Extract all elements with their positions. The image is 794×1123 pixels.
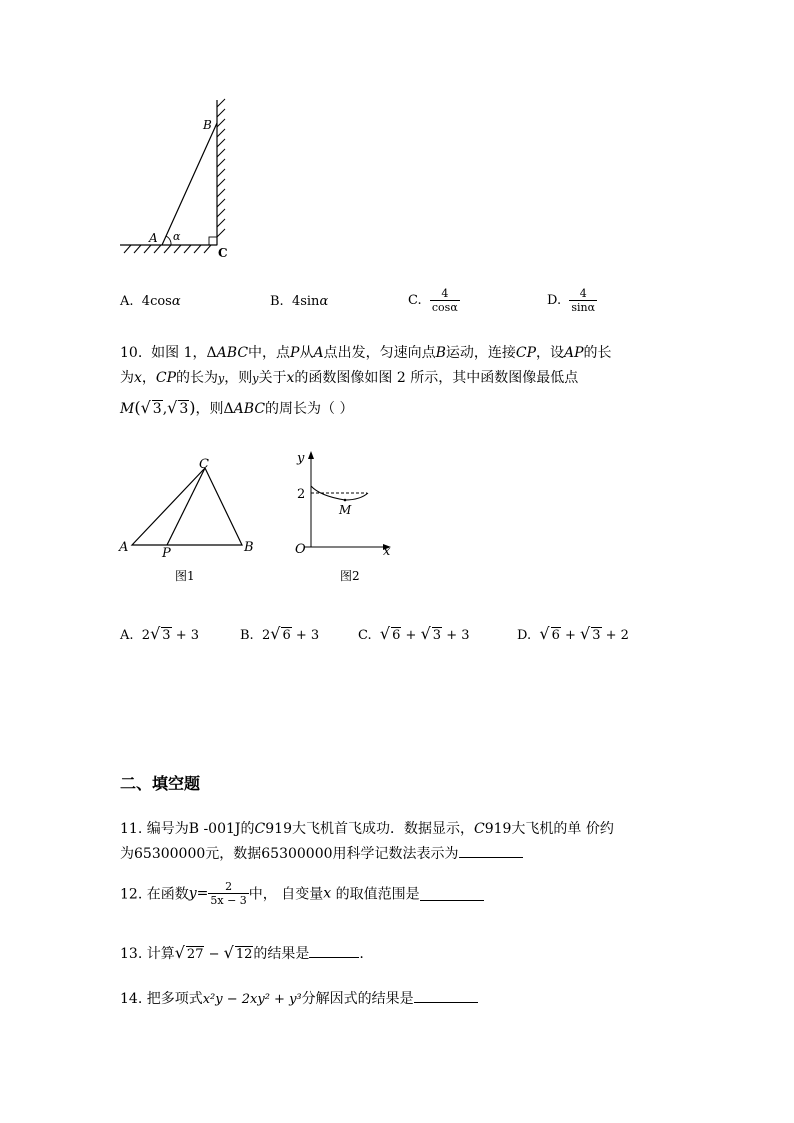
radicand: 3 — [592, 628, 601, 643]
radical-sign: √ — [150, 624, 161, 643]
label-a: A — [119, 540, 129, 555]
radicand: 27 — [186, 947, 204, 962]
q10-option-c — [358, 624, 469, 643]
q10-text: ，则 — [195, 401, 224, 417]
radicand: 6 — [282, 628, 291, 643]
figure-1 — [115, 455, 265, 590]
label-c: C — [199, 457, 209, 472]
comma: , — [162, 401, 168, 417]
triangle-symbol: Δ — [223, 401, 234, 417]
q10-text: 的长 — [583, 345, 612, 361]
q9-option-b — [270, 294, 328, 309]
var-x: x — [134, 370, 142, 386]
var-ap: AP — [564, 345, 584, 361]
caption: 图2 — [340, 569, 360, 583]
q11-text: 919大飞机的单 价约 — [484, 821, 614, 837]
radicand: 6 — [392, 628, 401, 643]
option-label: A. — [120, 294, 134, 309]
var-cp: CP — [155, 370, 177, 386]
q9-option-a — [120, 294, 181, 309]
option-text: 4sin — [291, 294, 320, 309]
q10-option-b — [240, 624, 319, 643]
q10-text: ，则 — [224, 370, 253, 386]
radicand: 3 — [152, 401, 162, 417]
q9-figure — [115, 95, 245, 265]
radicand: 3 — [162, 628, 171, 643]
plus: + — [405, 628, 417, 643]
fraction-denominator: cosα — [431, 301, 458, 314]
answer-blank[interactable] — [420, 886, 484, 901]
radical-sign: √ — [379, 624, 391, 643]
option-text: 4cos — [141, 294, 172, 309]
q13-line — [120, 943, 364, 963]
option-label: A. — [120, 628, 134, 643]
fraction — [430, 287, 460, 314]
var-c: C — [254, 821, 266, 837]
period: . — [359, 946, 364, 962]
segment-cp — [167, 468, 205, 545]
q10-text: 的周长为（ ） — [265, 401, 354, 417]
fraction-denominator: sinα — [571, 301, 596, 314]
q10-line3 — [120, 398, 354, 418]
q14-text: 14. 把多项式 — [120, 991, 203, 1007]
q10-text: 如图 1， — [151, 345, 207, 361]
triangle-symbol: Δ — [206, 345, 217, 361]
radicand: 3 — [432, 628, 442, 643]
var-x: x — [286, 370, 295, 386]
fraction-denominator: 5x − 3 — [210, 894, 247, 907]
ground-hatching — [124, 245, 211, 253]
wall-hatching — [217, 99, 225, 237]
q13-text: 的结果是 — [253, 946, 310, 962]
q10-text: 的函数图像如图 2 所示，其中函数图像最低点 — [294, 370, 579, 386]
answer-blank[interactable] — [459, 843, 523, 858]
fraction-numerator: 4 — [441, 287, 449, 300]
label-2: 2 — [297, 487, 306, 502]
coefficient: 2 — [261, 628, 271, 643]
var-p: P — [290, 345, 300, 361]
label-b: B — [244, 540, 254, 555]
option-rest: + 3 — [175, 628, 199, 643]
point-m — [344, 499, 347, 502]
radicand: 6 — [551, 628, 560, 643]
right-angle-mark — [209, 237, 217, 245]
var-y: y — [188, 885, 197, 902]
var-abc: ABC — [216, 345, 249, 361]
label-c: C — [218, 246, 228, 260]
q10-text: 运动，连接 — [445, 345, 516, 361]
var-abc: ABC — [233, 401, 266, 417]
radical-sign: √ — [223, 943, 234, 962]
option-label: C. — [408, 293, 422, 308]
q12-text: 的取值范围是 — [331, 886, 420, 903]
q11-line2 — [120, 843, 523, 863]
q12-line — [120, 880, 484, 907]
paren: ) — [189, 398, 196, 417]
option-label: D. — [547, 293, 562, 308]
var-a: A — [313, 345, 324, 361]
triangle-abc — [132, 468, 242, 545]
ladder-line — [162, 123, 217, 245]
q10-option-d — [517, 624, 629, 643]
option-var: α — [319, 294, 329, 309]
radical-sign: √ — [167, 398, 178, 417]
q10-text: 关于 — [258, 370, 287, 386]
equals: = — [196, 885, 209, 902]
var-cp: CP — [515, 345, 537, 361]
option-label: B. — [240, 628, 254, 643]
polynomial: x²y − 2xy² + y³ — [202, 992, 302, 1007]
section-title: 二、填空题 — [120, 774, 201, 793]
q11-line1 — [120, 818, 614, 838]
var-m: M — [120, 401, 135, 417]
option-var: α — [171, 294, 181, 309]
label-y: y — [297, 451, 305, 466]
radical-sign: √ — [174, 943, 185, 962]
caption: 图1 — [175, 569, 195, 583]
q10-text: 从 — [299, 345, 314, 361]
var-x: x — [323, 885, 332, 902]
q10-text: 点出发，匀速向点 — [323, 345, 436, 361]
y-axis-arrow — [308, 451, 314, 459]
q10-line2 — [120, 367, 578, 387]
label-o: O — [295, 542, 306, 557]
fraction-numerator: 4 — [579, 287, 587, 300]
paren: ( — [134, 398, 141, 417]
question-number: 10. — [120, 345, 143, 361]
answer-blank[interactable] — [414, 988, 478, 1003]
var-c: C — [473, 821, 485, 837]
q11-text: 为65300000元，数据65300000用科学记数法表示为 — [120, 846, 459, 862]
option-rest: + 3 — [295, 628, 320, 643]
option-label: B. — [270, 294, 284, 309]
fraction-numerator: 2 — [225, 880, 233, 893]
q10-text: 的长为 — [176, 370, 219, 386]
q11-text: 11. 编号为B -001J的 — [120, 821, 255, 837]
q14-text: 分解因式的结果是 — [301, 991, 414, 1007]
q11-text: 919大飞机首飞成功．数据显示， — [265, 821, 474, 837]
label-m: M — [339, 503, 352, 517]
q9-option-d — [547, 287, 597, 314]
radical-sign: √ — [140, 398, 151, 417]
q10-text: 为 — [120, 370, 134, 386]
radical-sign: √ — [580, 624, 591, 643]
radical-sign: √ — [270, 624, 281, 643]
radical-sign: √ — [539, 624, 550, 643]
q9-option-c — [408, 287, 460, 314]
q12-text: 中， 自变量 — [248, 886, 324, 903]
q12-text: 12. 在函数 — [120, 886, 189, 903]
option-rest: + 2 — [605, 628, 629, 643]
angle-arc — [166, 236, 171, 245]
var-y: y — [218, 372, 225, 385]
q10-text: ，设 — [536, 345, 565, 361]
label-alpha: α — [173, 230, 181, 243]
label-p: P — [162, 546, 171, 561]
radical-sign: √ — [420, 624, 431, 643]
answer-blank[interactable] — [309, 943, 359, 958]
option-rest: + 3 — [446, 628, 470, 643]
option-label: C. — [358, 628, 372, 643]
plus: + — [564, 628, 576, 643]
function-curve — [311, 486, 368, 500]
q13-text: 13. 计算 — [120, 946, 175, 962]
q10-line1 — [120, 342, 612, 362]
option-label: D. — [517, 628, 532, 643]
label-a: A — [149, 231, 158, 245]
label-b: B — [203, 118, 212, 132]
fraction — [208, 880, 248, 907]
coefficient: 2 — [141, 628, 151, 643]
radicand: 3 — [179, 401, 189, 417]
q14-line — [120, 988, 478, 1008]
label-x: x — [383, 544, 391, 559]
var-b: B — [435, 345, 446, 361]
q10-option-a — [120, 624, 199, 643]
var-y: y — [252, 372, 259, 385]
q10-text: ， — [141, 370, 156, 386]
minus: − — [204, 947, 224, 962]
radicand: 12 — [235, 947, 253, 962]
fraction — [569, 287, 597, 314]
figure-2 — [290, 445, 400, 590]
q10-text: 中，点 — [248, 345, 291, 361]
